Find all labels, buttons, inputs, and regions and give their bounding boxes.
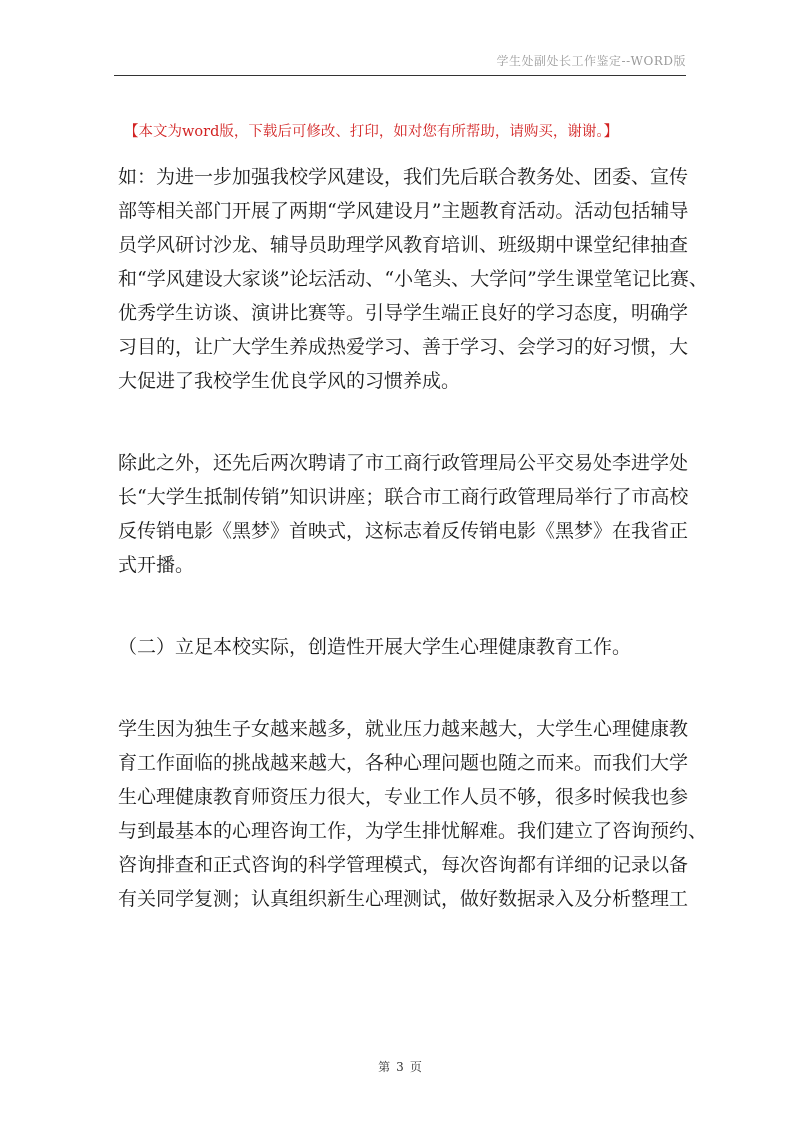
text-line: 生心理健康教育师资压力很大，专业工作人员不够，很多时候我也参	[118, 786, 689, 808]
text-line: 优秀学生访谈、演讲比赛等。引导学生端正良好的学习态度，明确学	[118, 302, 689, 324]
text-line: 育工作面临的挑战越来越大，各种心理问题也随之而来。而我们大学	[118, 752, 689, 774]
text-line: 和“学风建设大家谈”论坛活动、“小笔头、大学问”学生课堂笔记比赛、	[118, 268, 708, 290]
footer-suffix: 页	[409, 1060, 422, 1074]
page-header-title: 学生处副处长工作鉴定--WORD版	[496, 54, 686, 68]
text-line: 有关同学复测；认真组织新生心理测试，做好数据录入及分析整理工	[118, 888, 689, 910]
text-line: 习目的，让广大学生养成热爱学习、善于学习、会学习的好习惯，大	[118, 336, 689, 358]
text-line: 反传销电影《黑梦》首映式，这标志着反传销电影《黑梦》在我省正	[118, 520, 689, 542]
page-number-footer	[0, 1058, 800, 1075]
text-line: 员学风研讨沙龙、辅导员助理学风教育培训、班级期中课堂纪律抽查	[118, 234, 689, 256]
text-line: 大促进了我校学生优良学风的习惯养成。	[118, 370, 461, 392]
section-heading: （二）立足本校实际，创造性开展大学生心理健康教育工作。	[118, 636, 632, 658]
text-line: 除此之外，还先后两次聘请了市工商行政管理局公平交易处李进学处	[118, 452, 689, 474]
document-body	[118, 160, 708, 916]
text-line: 学生因为独生子女越来越多，就业压力越来越大，大学生心理健康教	[118, 718, 689, 740]
paragraph-anti-pyramid	[118, 446, 688, 582]
footer-prefix: 第	[378, 1060, 391, 1074]
paragraph-mental-health	[118, 712, 708, 916]
purchase-notice: 【本文为word版，下载后可修改、打印，如对您有所帮助，请购买，谢谢。】	[124, 124, 619, 140]
header-divider	[114, 75, 686, 76]
paragraph-study-style	[118, 160, 708, 398]
text-line: 咨询排查和正式咨询的科学管理模式，每次咨询都有详细的记录以备	[118, 854, 689, 876]
text-line: 式开播。	[118, 554, 195, 576]
text-line: 部等相关部门开展了两期“学风建设月”主题教育活动。活动包括辅导	[118, 200, 689, 222]
text-line: 与到最基本的心理咨询工作，为学生排忧解难。我们建立了咨询预约、	[118, 820, 708, 842]
page-number: 3	[396, 1060, 404, 1074]
text-line: 长“大学生抵制传销”知识讲座；联合市工商行政管理局举行了市高校	[118, 486, 689, 508]
text-line: 如：为进一步加强我校学风建设，我们先后联合教务处、团委、宣传	[118, 166, 689, 188]
